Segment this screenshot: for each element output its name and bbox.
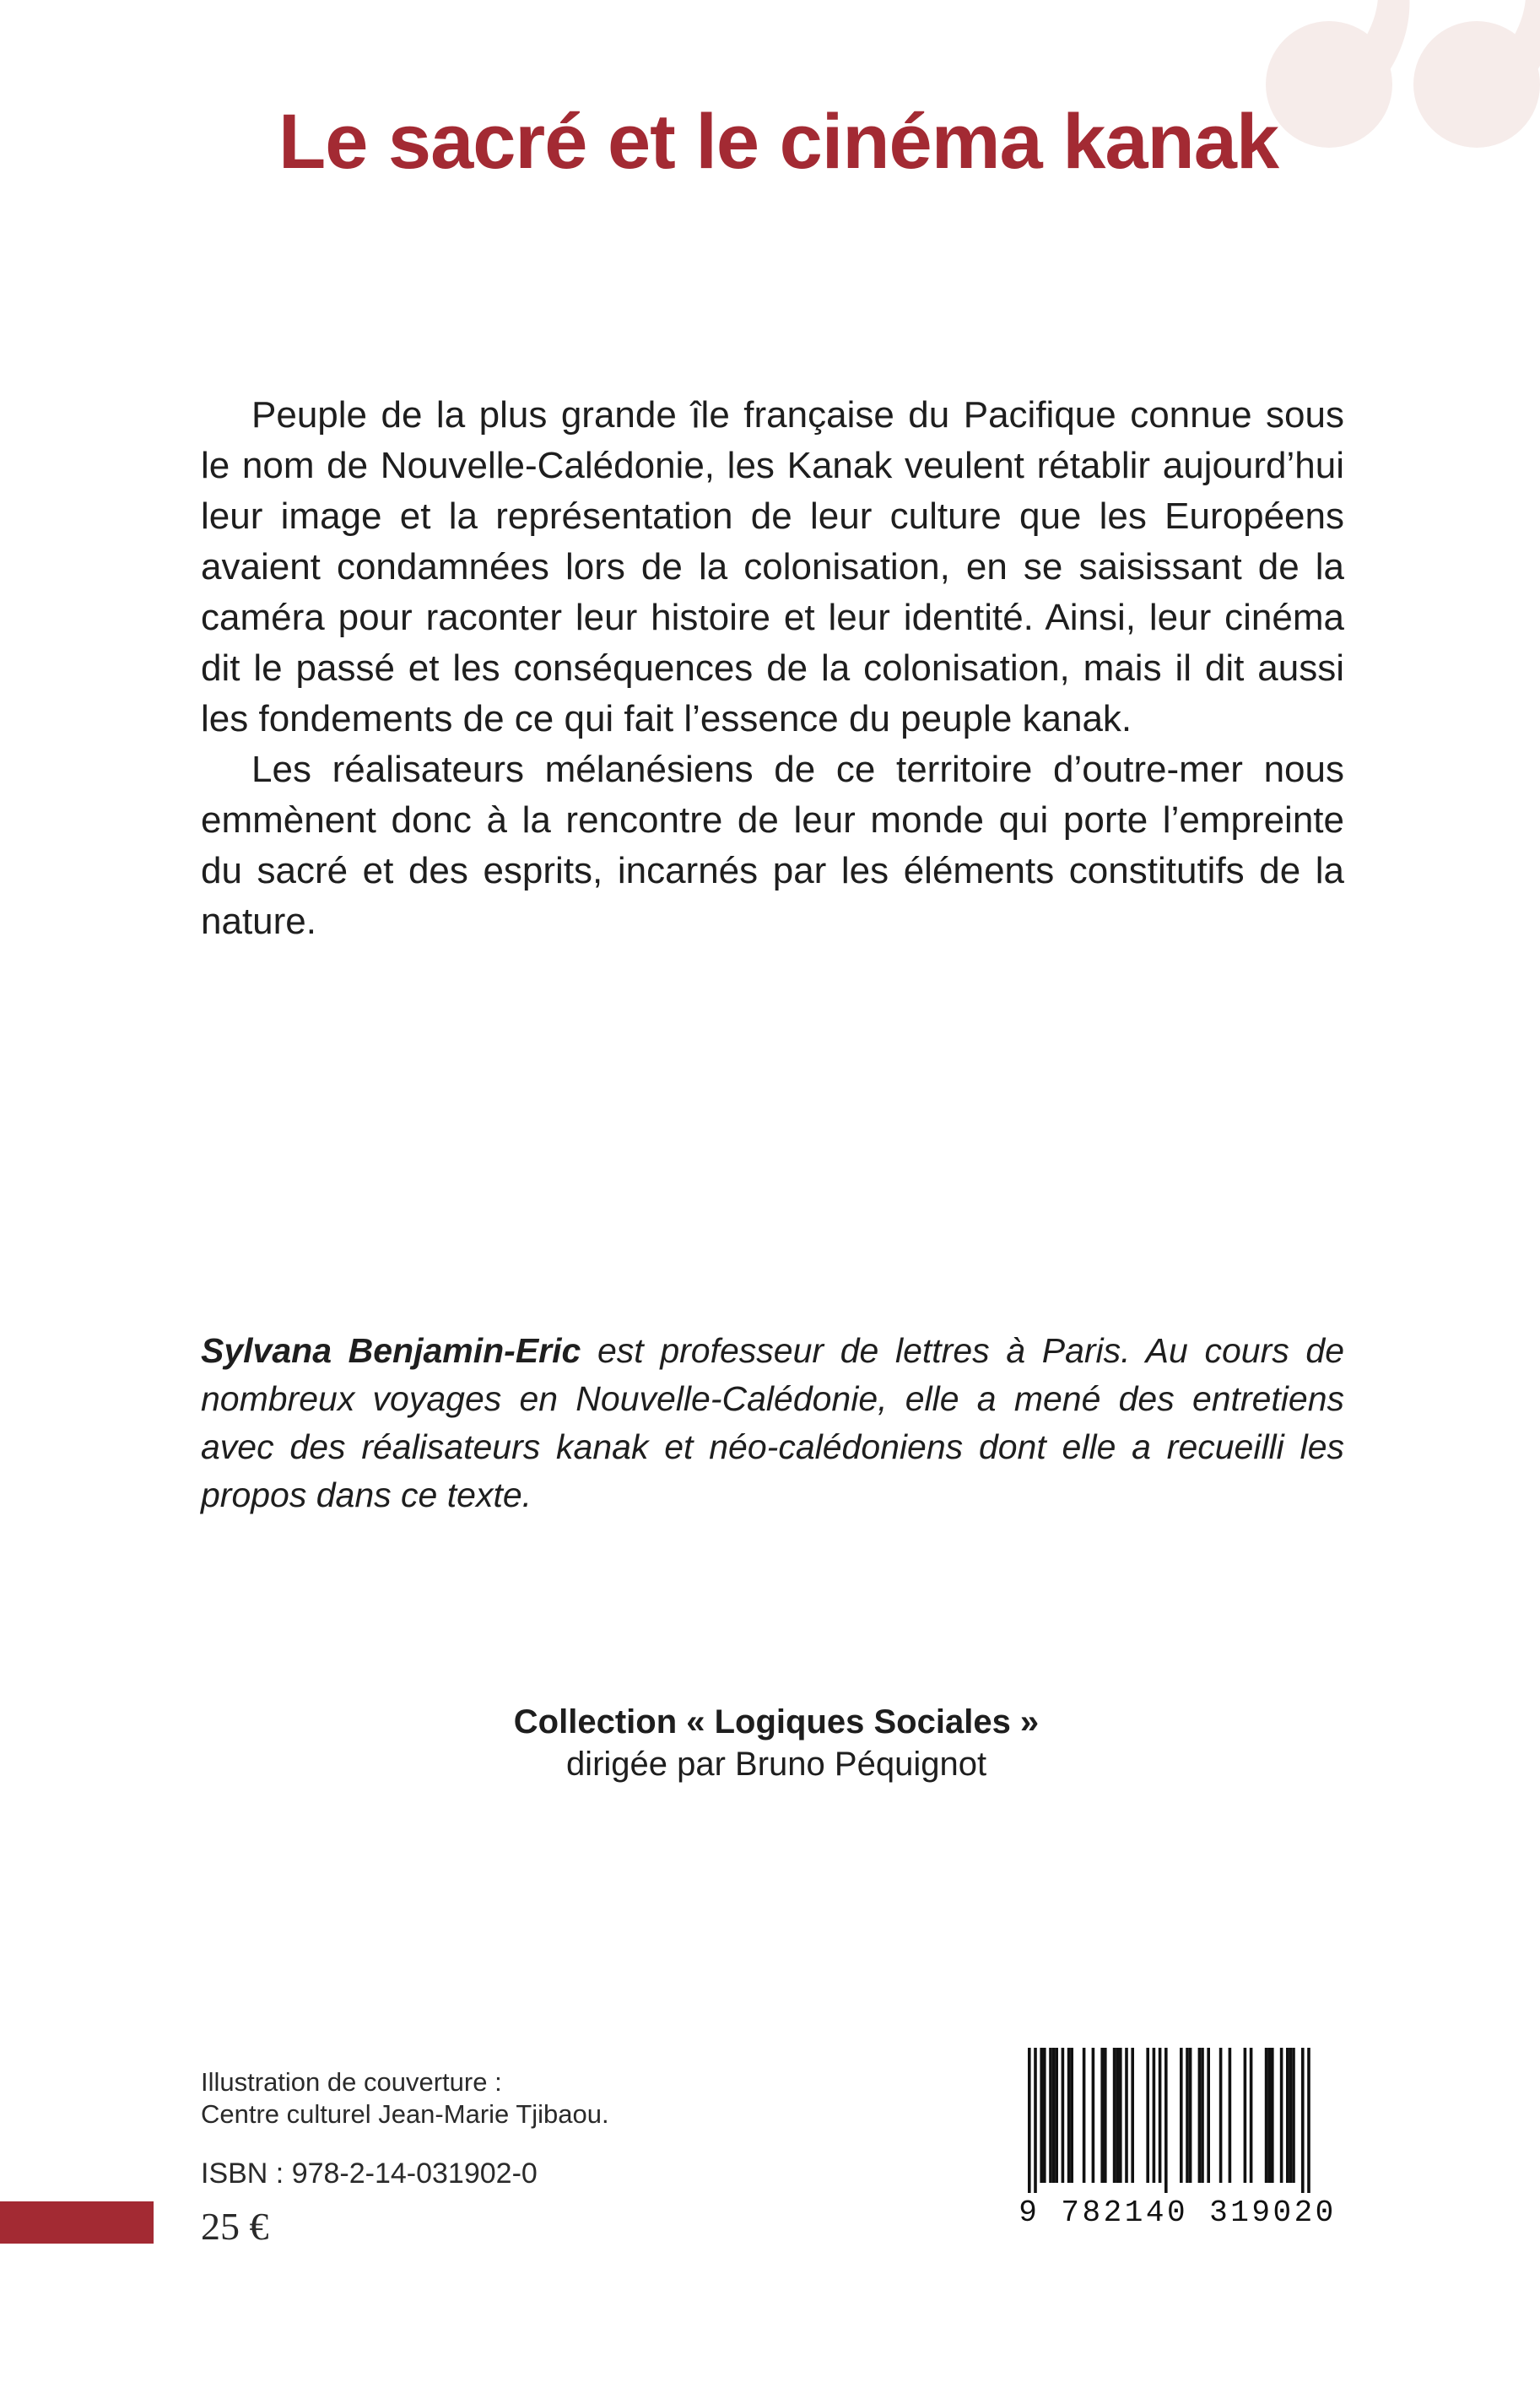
barcode-bar xyxy=(1265,2048,1268,2183)
barcode-bar xyxy=(1034,2048,1037,2193)
barcode-bar xyxy=(1055,2048,1058,2183)
collection-director: dirigée par Bruno Péquignot xyxy=(565,1746,987,1783)
barcode-bar xyxy=(1043,2048,1046,2183)
author-bio-text: est professeur de lettres à Paris. Au cours de nombreux voyages en Nouvelle-Calédonie, elle a mené des entretiens avec des réalisateurs kanak et néo-calédoniens dont elle a recueilli les propos dans ce texte. xyxy=(201,1331,1344,1514)
barcode-bar xyxy=(1289,2048,1293,2183)
barcode-bar xyxy=(1271,2048,1274,2183)
barcode-bar xyxy=(1125,2048,1128,2183)
barcode-bar xyxy=(1131,2048,1134,2183)
barcode-bar xyxy=(1062,2048,1065,2183)
barcode-bar xyxy=(1052,2048,1056,2183)
author-bio xyxy=(201,1327,1344,1519)
barcode-bar xyxy=(1301,2048,1305,2193)
quote-mark-decoration xyxy=(1262,0,1540,186)
cover-illustration-credits xyxy=(201,2066,792,2130)
barcode-bar xyxy=(1070,2048,1073,2183)
barcode-bar xyxy=(1244,2048,1247,2183)
barcode xyxy=(1011,2041,1344,2248)
barcode-bar xyxy=(1092,2048,1095,2183)
barcode-bar xyxy=(1040,2048,1043,2183)
barcode-bar xyxy=(1153,2048,1156,2183)
barcode-bar xyxy=(1113,2048,1116,2183)
accent-strip xyxy=(0,2201,154,2244)
barcode-bar xyxy=(1028,2048,1031,2193)
barcode-bar xyxy=(1250,2048,1253,2183)
barcode-bar xyxy=(1207,2048,1210,2183)
isbn: ISBN : 978-2-14-031902-0 xyxy=(201,2157,538,2190)
barcode-bar xyxy=(1146,2048,1149,2183)
barcode-bar xyxy=(1280,2048,1283,2183)
collection-name: Collection « Logiques Sociales » xyxy=(513,1703,1040,1741)
barcode-bar xyxy=(1116,2048,1119,2183)
barcode-bar xyxy=(1229,2048,1232,2183)
price: 25 € xyxy=(201,2205,269,2248)
barcode-bar xyxy=(1159,2048,1162,2183)
barcode-bar xyxy=(1307,2048,1310,2193)
barcode-bar xyxy=(1186,2048,1189,2183)
barcode-bar xyxy=(1049,2048,1052,2183)
barcode-bar xyxy=(1067,2048,1071,2183)
author-name: Sylvana Benjamin-Eric xyxy=(201,1331,581,1370)
barcode-bar xyxy=(1083,2048,1086,2183)
barcode-bar xyxy=(1104,2048,1107,2183)
barcode-bar xyxy=(1164,2048,1168,2193)
barcode-bar xyxy=(1180,2048,1183,2183)
summary-paragraph: Les réalisateurs mélanésiens de ce territoire d’outre-mer nous emmènent donc à la rencontre de leur monde qui porte l’empreinte du sacré et des esprits, incarnés par les éléments constitutifs de la nature. xyxy=(201,749,1344,942)
barcode-bar xyxy=(1219,2048,1223,2183)
barcode-bar xyxy=(1201,2048,1204,2183)
barcode-number: 9 782140 319020 xyxy=(1019,2195,1337,2230)
summary-paragraph: Peuple de la plus grande île française du Pacifique connue sous le nom de Nouvelle-Calédonie, les Kanak veulent rétablir aujourd’hui leur image et la représentation de leur culture que les Européens avaient condamnées lors de la colonisation, en se saisissant de la caméra pour raconter leur histoire et leur identité. Ainsi, leur cinéma dit le passé et les conséquences de la colonisation, mais il dit aussi les fondements de ce qui fait l’essence du peuple kanak. xyxy=(201,394,1344,739)
barcode-bar xyxy=(1119,2048,1122,2183)
barcode-bar xyxy=(1267,2048,1271,2183)
barcode-bar xyxy=(1189,2048,1192,2183)
book-title: Le sacré et le cinéma kanak xyxy=(278,99,1279,185)
barcode-bar xyxy=(1286,2048,1289,2183)
collection-info xyxy=(278,1701,1274,1785)
book-summary xyxy=(201,390,1344,947)
credits-line: Centre culturel Jean-Marie Tjibaou. xyxy=(201,2099,609,2129)
credits-line: Illustration de couverture : xyxy=(201,2067,502,2097)
barcode-bar xyxy=(1100,2048,1104,2183)
barcode-bar xyxy=(1292,2048,1295,2183)
barcode-bars xyxy=(1011,2041,1344,2193)
barcode-bar xyxy=(1198,2048,1202,2183)
